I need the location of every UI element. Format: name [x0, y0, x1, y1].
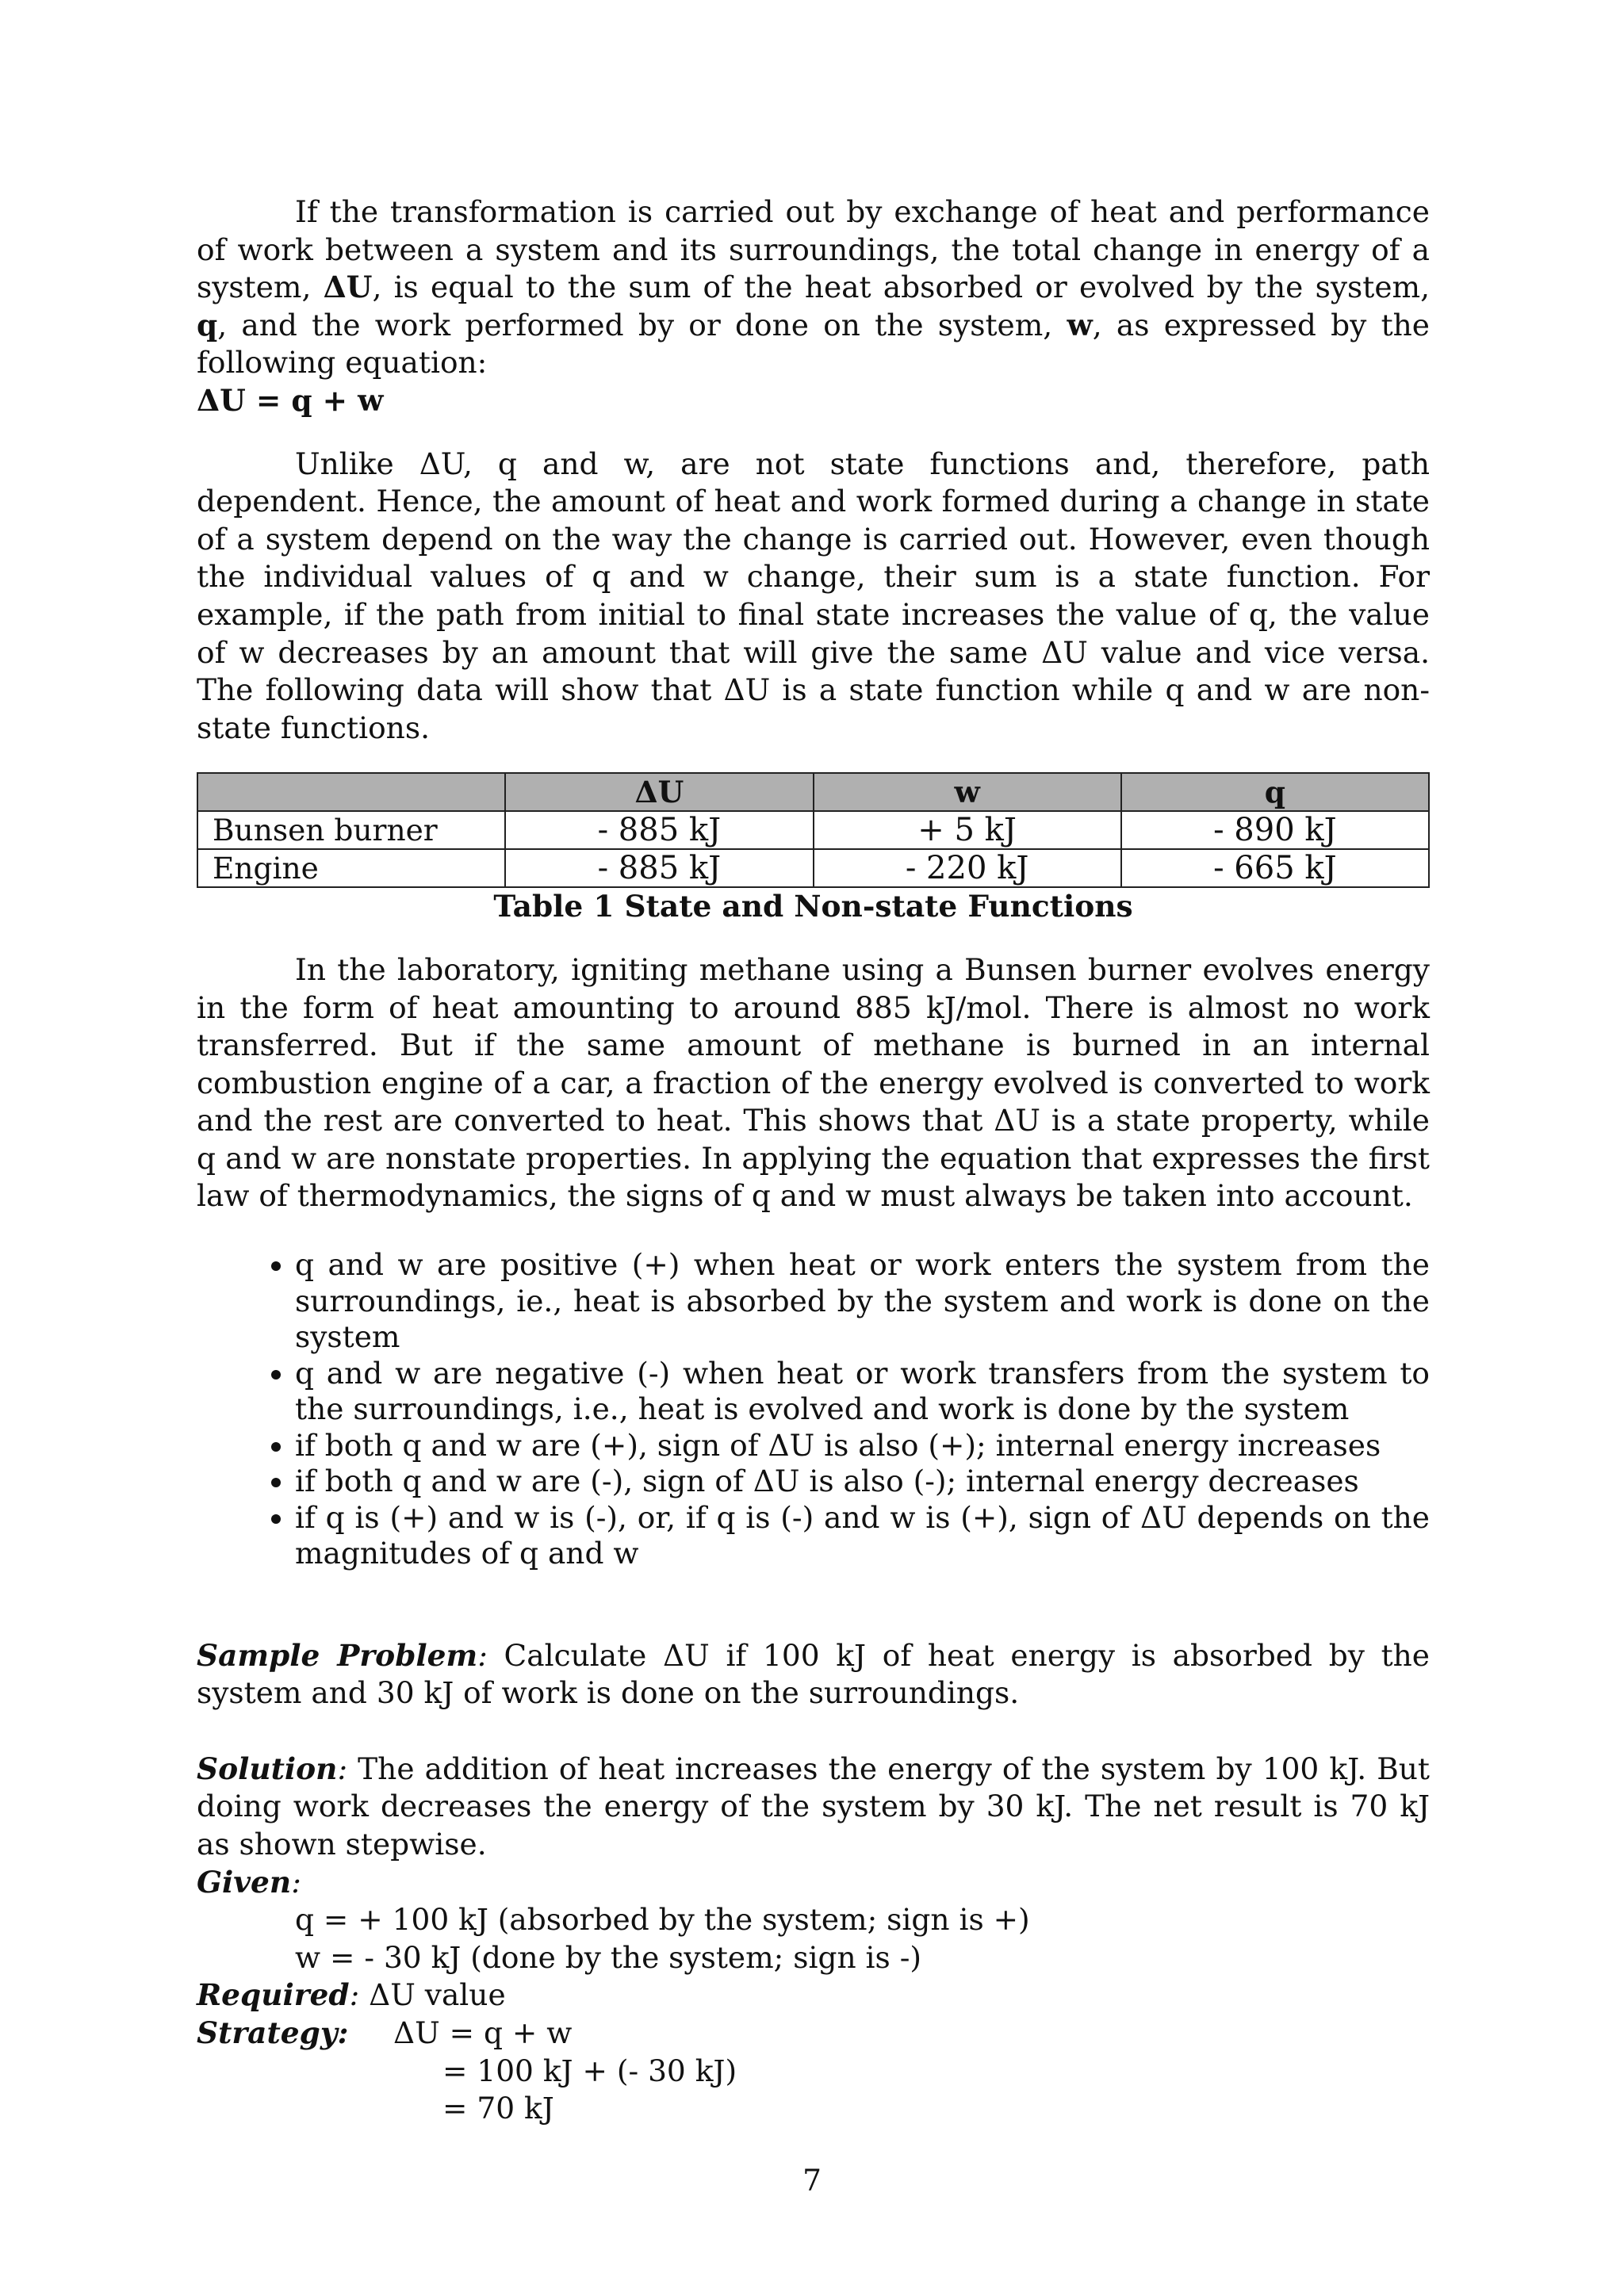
equation: ΔU = q + w [197, 382, 384, 418]
given-label: Given [197, 1864, 292, 1900]
sample-problem-text: Calculate ΔU if 100 kJ of heat energy is absorbed by the system and 30 kJ of work is done on the surroundings. [197, 1637, 1430, 1711]
list-item: • if q is (+) and w is (-), or, if q is (-) and w is (+), sign of ΔU depends on the magnitudes of q and w [295, 1500, 1430, 1572]
strategy-row [197, 2015, 1430, 2053]
p1-q-bold: q [197, 307, 218, 342]
sample-problem [197, 1637, 1430, 1712]
solution-label: Solution [197, 1751, 338, 1786]
table-cell: - 220 kJ [814, 849, 1121, 887]
table-header-cell: w [814, 773, 1121, 811]
table-header-cell: ΔU [505, 773, 813, 811]
p1-text-c: , and the work performed by or done on the system, [217, 307, 1067, 342]
p1-text-d: , as expressed by the following equation: [197, 307, 1430, 381]
strategy-step-3: = 70 kJ [442, 2091, 554, 2126]
given-colon: : [291, 1864, 301, 1900]
required-line [197, 1976, 1430, 2015]
p1-text-b: , is equal to the sum of the heat absorbed or evolved by the system, [372, 270, 1430, 305]
strategy-step-1: ΔU = q + w [393, 2015, 573, 2050]
list-item: • q and w are positive (+) when heat or work enters the system from the surroundings, ie., heat is absorbed by the system and work is done on the system [295, 1247, 1430, 1356]
p1-w-bold: w [1067, 307, 1093, 342]
table-caption: Table 1 State and Non-state Functions [493, 889, 1133, 924]
table-cell: - 665 kJ [1121, 849, 1429, 887]
table-header-row [197, 773, 1429, 811]
required-colon: : [349, 1977, 360, 2013]
given-w: w = - 30 kJ (done by the system; sign is -) [295, 1939, 922, 1975]
table-cell: - 885 kJ [505, 811, 813, 849]
table-cell: - 890 kJ [1121, 811, 1429, 849]
given-q: q = + 100 kJ (absorbed by the system; sign is +) [295, 1902, 1030, 1938]
list-item: • if both q and w are (-), sign of ΔU is also (-); internal energy decreases [295, 1464, 1430, 1500]
table-row [197, 811, 1429, 849]
table-cell: Bunsen burner [197, 811, 505, 849]
paragraph-1 [197, 193, 1430, 382]
table-cell: - 885 kJ [505, 849, 813, 887]
list-item: • q and w are negative (-) when heat or work transfers from the system to the surroundings, i.e., heat is evolved and work is done by the system [295, 1356, 1430, 1428]
required-text: ΔU value [359, 1977, 506, 2013]
solution-colon: : [337, 1751, 348, 1786]
strategy-step-2: = 100 kJ + (- 30 kJ) [442, 2053, 737, 2088]
paragraph-3: In the laboratory, igniting methane using a Bunsen burner evolves energy in the form of heat amounting to around 885 kJ/mol. There is almost no work transferred. But if the same amount of methane is burned in an internal combustion engine of a car, a fraction of the energy evolved is converted to work and the rest are converted to heat. This shows that ΔU is a state property, while q and w are nonstate properties. In applying the equation that expresses the first law of thermodynamics, the signs of q and w must always be taken into account. [197, 951, 1430, 1214]
paragraph-2: Unlike ΔU, q and w, are not state functions and, therefore, path dependent. Hence, the amount of heat and work formed during a change in state of a system depend on the way the change is carried out. However, even though the individual values of q and w change, their sum is a state function. For example, if the path from initial to final state increases the value of q, the value of w decreases by an amount that will give the same ΔU value and vice versa. The following data will show that ΔU is a state function while q and w are non-state functions. [197, 446, 1430, 745]
strategy-label: Strategy: [197, 2015, 349, 2050]
table-row [197, 849, 1429, 887]
sample-problem-label: Sample Problem [197, 1637, 478, 1673]
table-header-cell [197, 773, 505, 811]
p1-du-bold: ΔU [323, 270, 373, 305]
solution-text: The addition of heat increases the energy of the system by 100 kJ. But doing work decreases the energy of the system by 30 kJ. The net result is 70 kJ as shown stepwise. [197, 1751, 1430, 1862]
p1-text-a: If the transformation is carried out by exchange of heat and performance of work between a system and its surroundings, the total change in energy of a system, [197, 194, 1430, 305]
required-label: Required [197, 1977, 350, 2013]
page-content [197, 193, 1430, 2128]
solution [197, 1751, 1430, 1864]
sign-rules-list [197, 1247, 1430, 1572]
given-heading [197, 1864, 1430, 1902]
sample-colon: : [477, 1637, 488, 1673]
state-functions-table [197, 772, 1430, 888]
page-number: 7 [802, 2163, 822, 2198]
table-header-cell: q [1121, 773, 1429, 811]
table-cell: + 5 kJ [814, 811, 1121, 849]
table-cell: Engine [197, 849, 505, 887]
list-item: • if both q and w are (+), sign of ΔU is also (+); internal energy increases [295, 1428, 1430, 1464]
